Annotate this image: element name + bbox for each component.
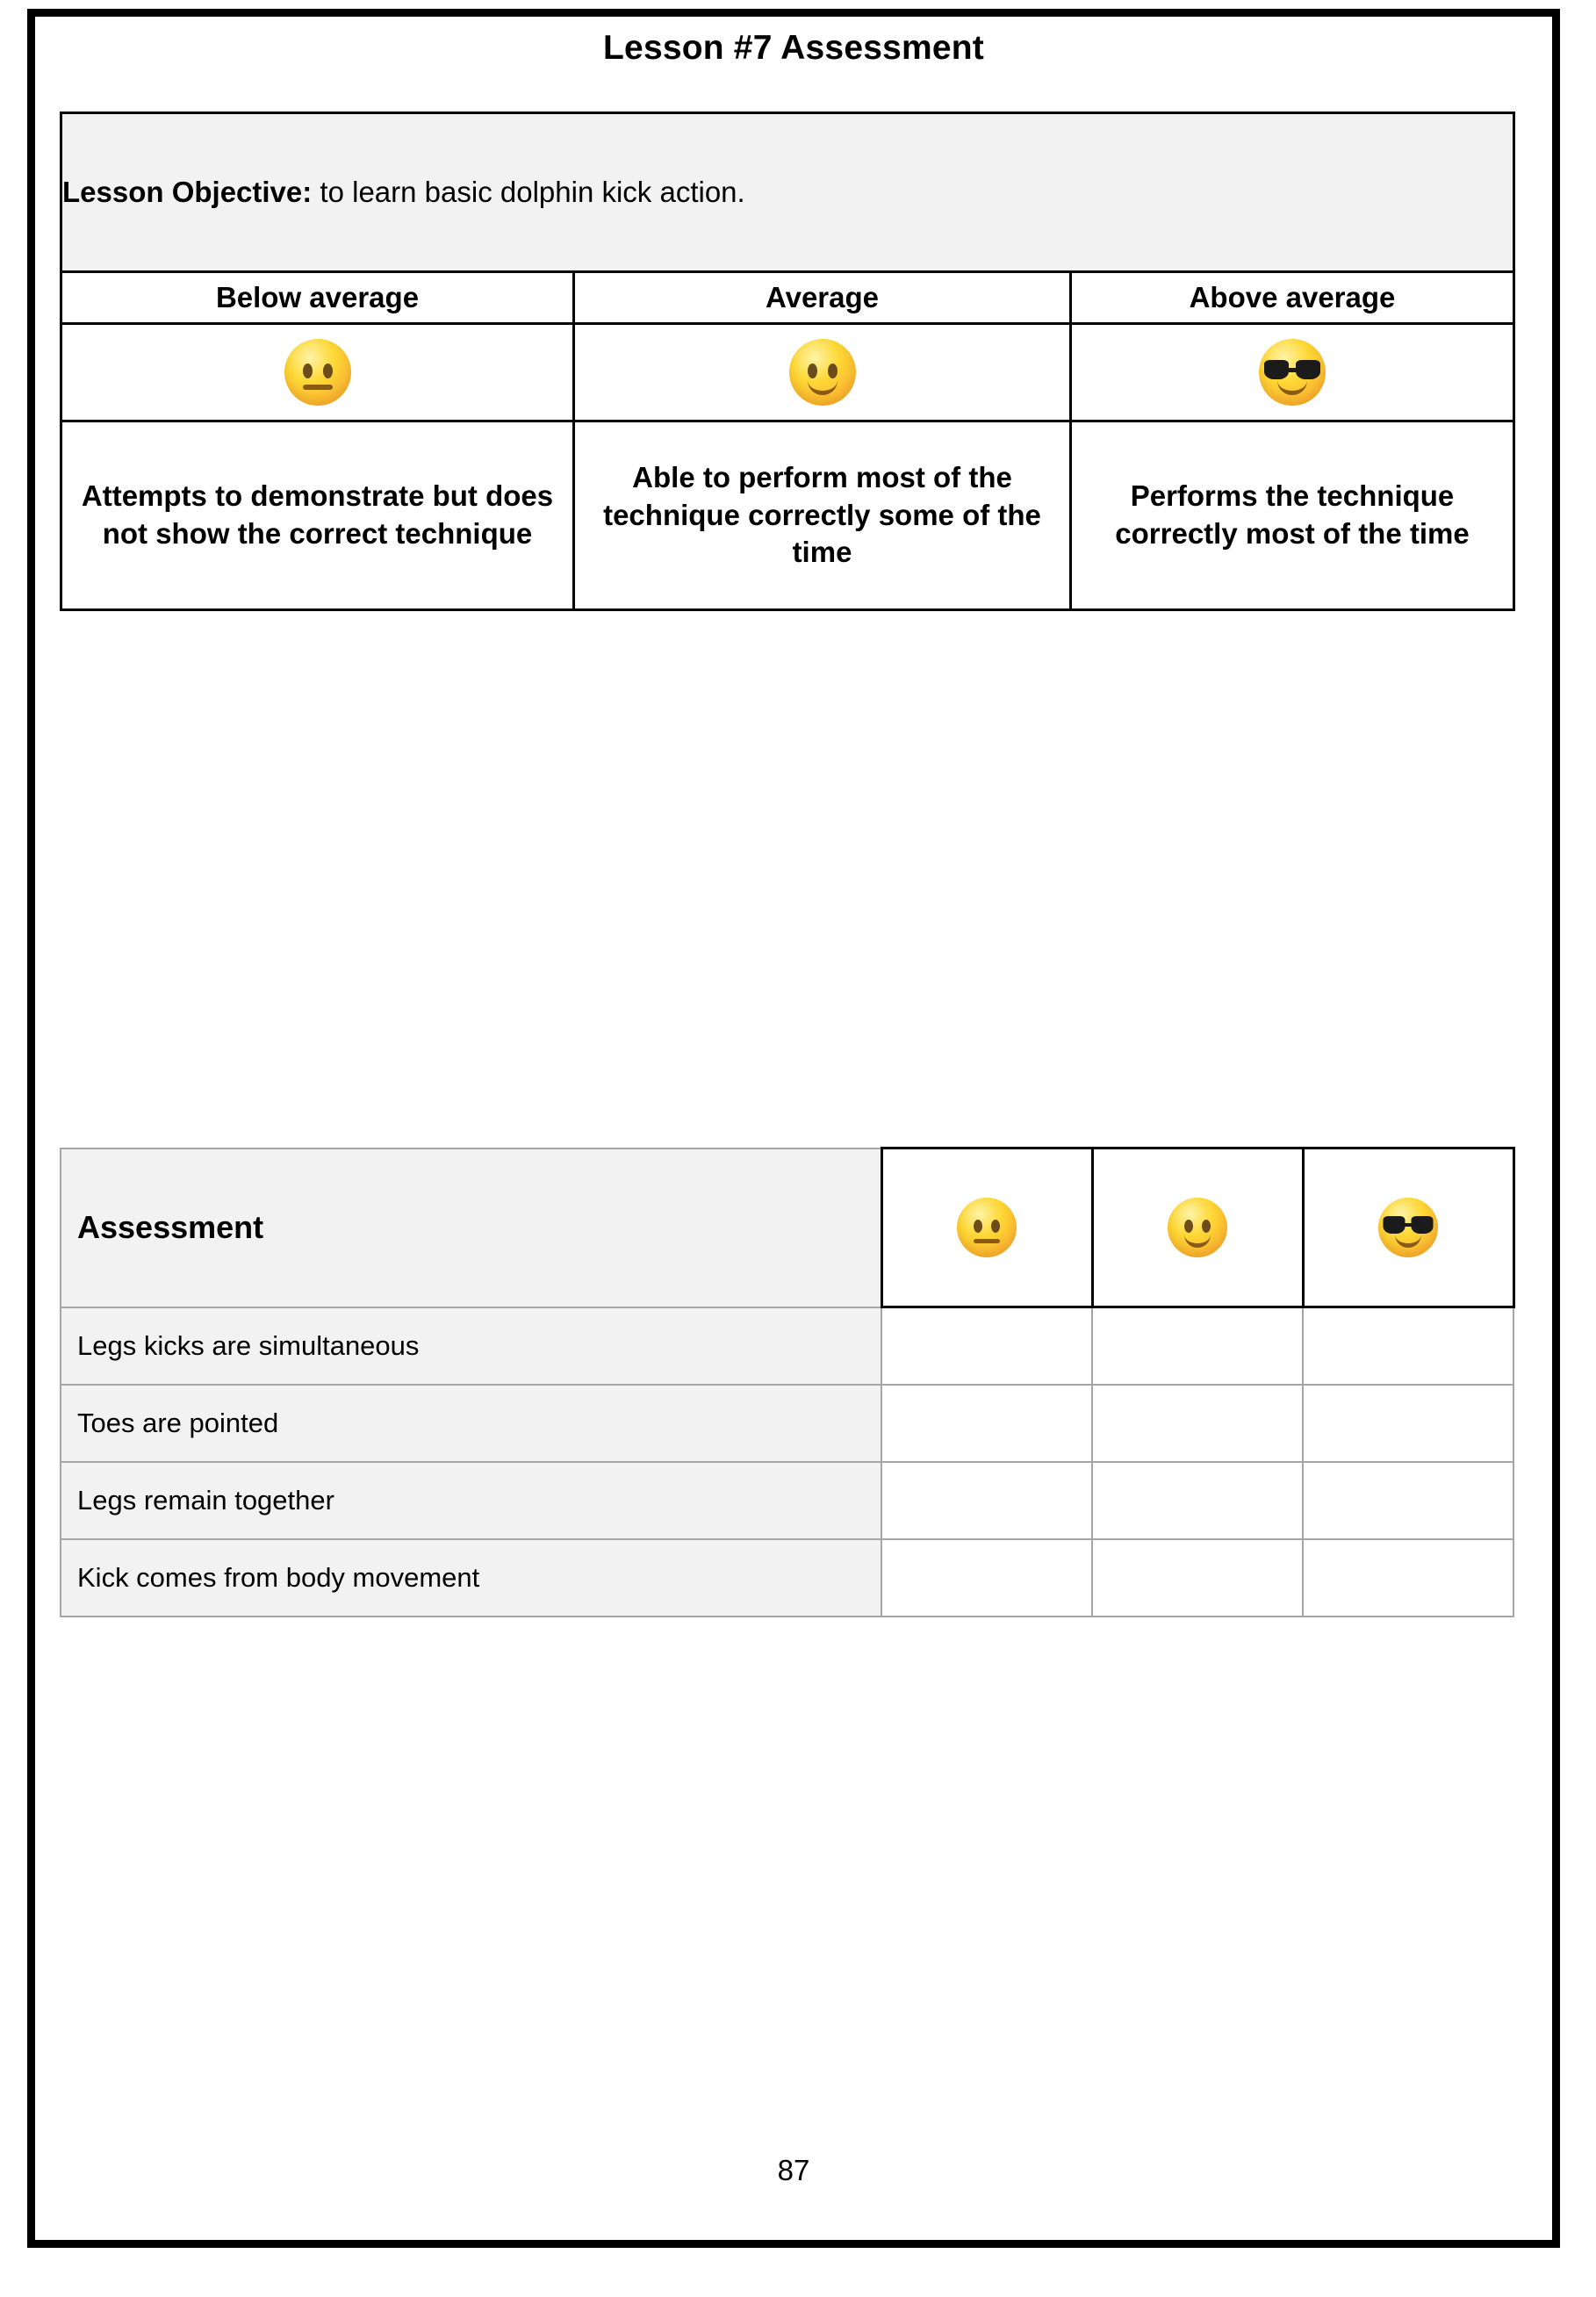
neutral-face-icon [284, 339, 351, 406]
assessment-checkbox-cell[interactable] [881, 1462, 1092, 1539]
assessment-header-face-average [1092, 1148, 1303, 1307]
assessment-checkbox-cell[interactable] [1303, 1462, 1513, 1539]
rubric-face-cell-average [574, 324, 1071, 421]
rubric-description-row [61, 421, 1514, 610]
slightly-smiling-face-icon [1168, 1198, 1227, 1257]
rubric-description-above-average: Performs the technique correctly most of the time [1071, 421, 1514, 610]
rubric-level-above-average: Above average [1071, 272, 1514, 324]
rubric-description-average: Able to perform most of the technique correctly some of the time [574, 421, 1071, 610]
objective-row [61, 113, 1514, 272]
assessment-header-row [61, 1148, 1513, 1307]
rubric-level-row [61, 272, 1514, 324]
assessment-checkbox-cell[interactable] [1303, 1385, 1513, 1462]
rubric-level-average: Average [574, 272, 1071, 324]
table-row [61, 1462, 1513, 1539]
table-row [61, 1307, 1513, 1386]
table-row [61, 1539, 1513, 1617]
assessment-header-label: Assessment [61, 1148, 881, 1307]
assessment-criterion-label: Kick comes from body movement [61, 1539, 881, 1617]
assessment-checkbox-cell[interactable] [1092, 1539, 1303, 1617]
assessment-criterion-label: Toes are pointed [61, 1385, 881, 1462]
assessment-checkbox-cell[interactable] [1092, 1385, 1303, 1462]
rubric-table [60, 112, 1515, 611]
assessment-checkbox-cell[interactable] [881, 1385, 1092, 1462]
assessment-checkbox-cell[interactable] [1092, 1307, 1303, 1386]
rubric-face-row [61, 324, 1514, 421]
slightly-smiling-face-icon [789, 339, 856, 406]
assessment-header-face-above-average [1303, 1148, 1513, 1307]
page-title: Lesson #7 Assessment [603, 29, 984, 67]
assessment-criterion-label: Legs remain together [61, 1462, 881, 1539]
assessment-checkbox-cell[interactable] [1092, 1462, 1303, 1539]
document-page [27, 9, 1560, 2248]
assessment-header-face-below-average [881, 1148, 1092, 1307]
rubric-face-cell-below-average [61, 324, 574, 421]
smiling-face-with-sunglasses-icon [1378, 1198, 1438, 1257]
assessment-checkbox-cell[interactable] [1303, 1307, 1513, 1386]
rubric-level-below-average: Below average [61, 272, 574, 324]
page-number: 87 [777, 2154, 810, 2186]
lesson-objective-cell [61, 113, 1514, 272]
rubric-face-cell-above-average [1071, 324, 1514, 421]
assessment-criterion-label: Legs kicks are simultaneous [61, 1307, 881, 1386]
assessment-checkbox-cell[interactable] [881, 1539, 1092, 1617]
neutral-face-icon [957, 1198, 1017, 1257]
table-row [61, 1385, 1513, 1462]
lesson-objective-text: to learn basic dolphin kick action. [312, 175, 745, 208]
rubric-description-below-average: Attempts to demonstrate but does not show the correct technique [61, 421, 574, 610]
smiling-face-with-sunglasses-icon [1259, 339, 1326, 406]
assessment-checkbox-cell[interactable] [881, 1307, 1092, 1386]
assessment-table [60, 1147, 1515, 1617]
assessment-checkbox-cell[interactable] [1303, 1539, 1513, 1617]
lesson-objective-label: Lesson Objective: [62, 175, 313, 208]
